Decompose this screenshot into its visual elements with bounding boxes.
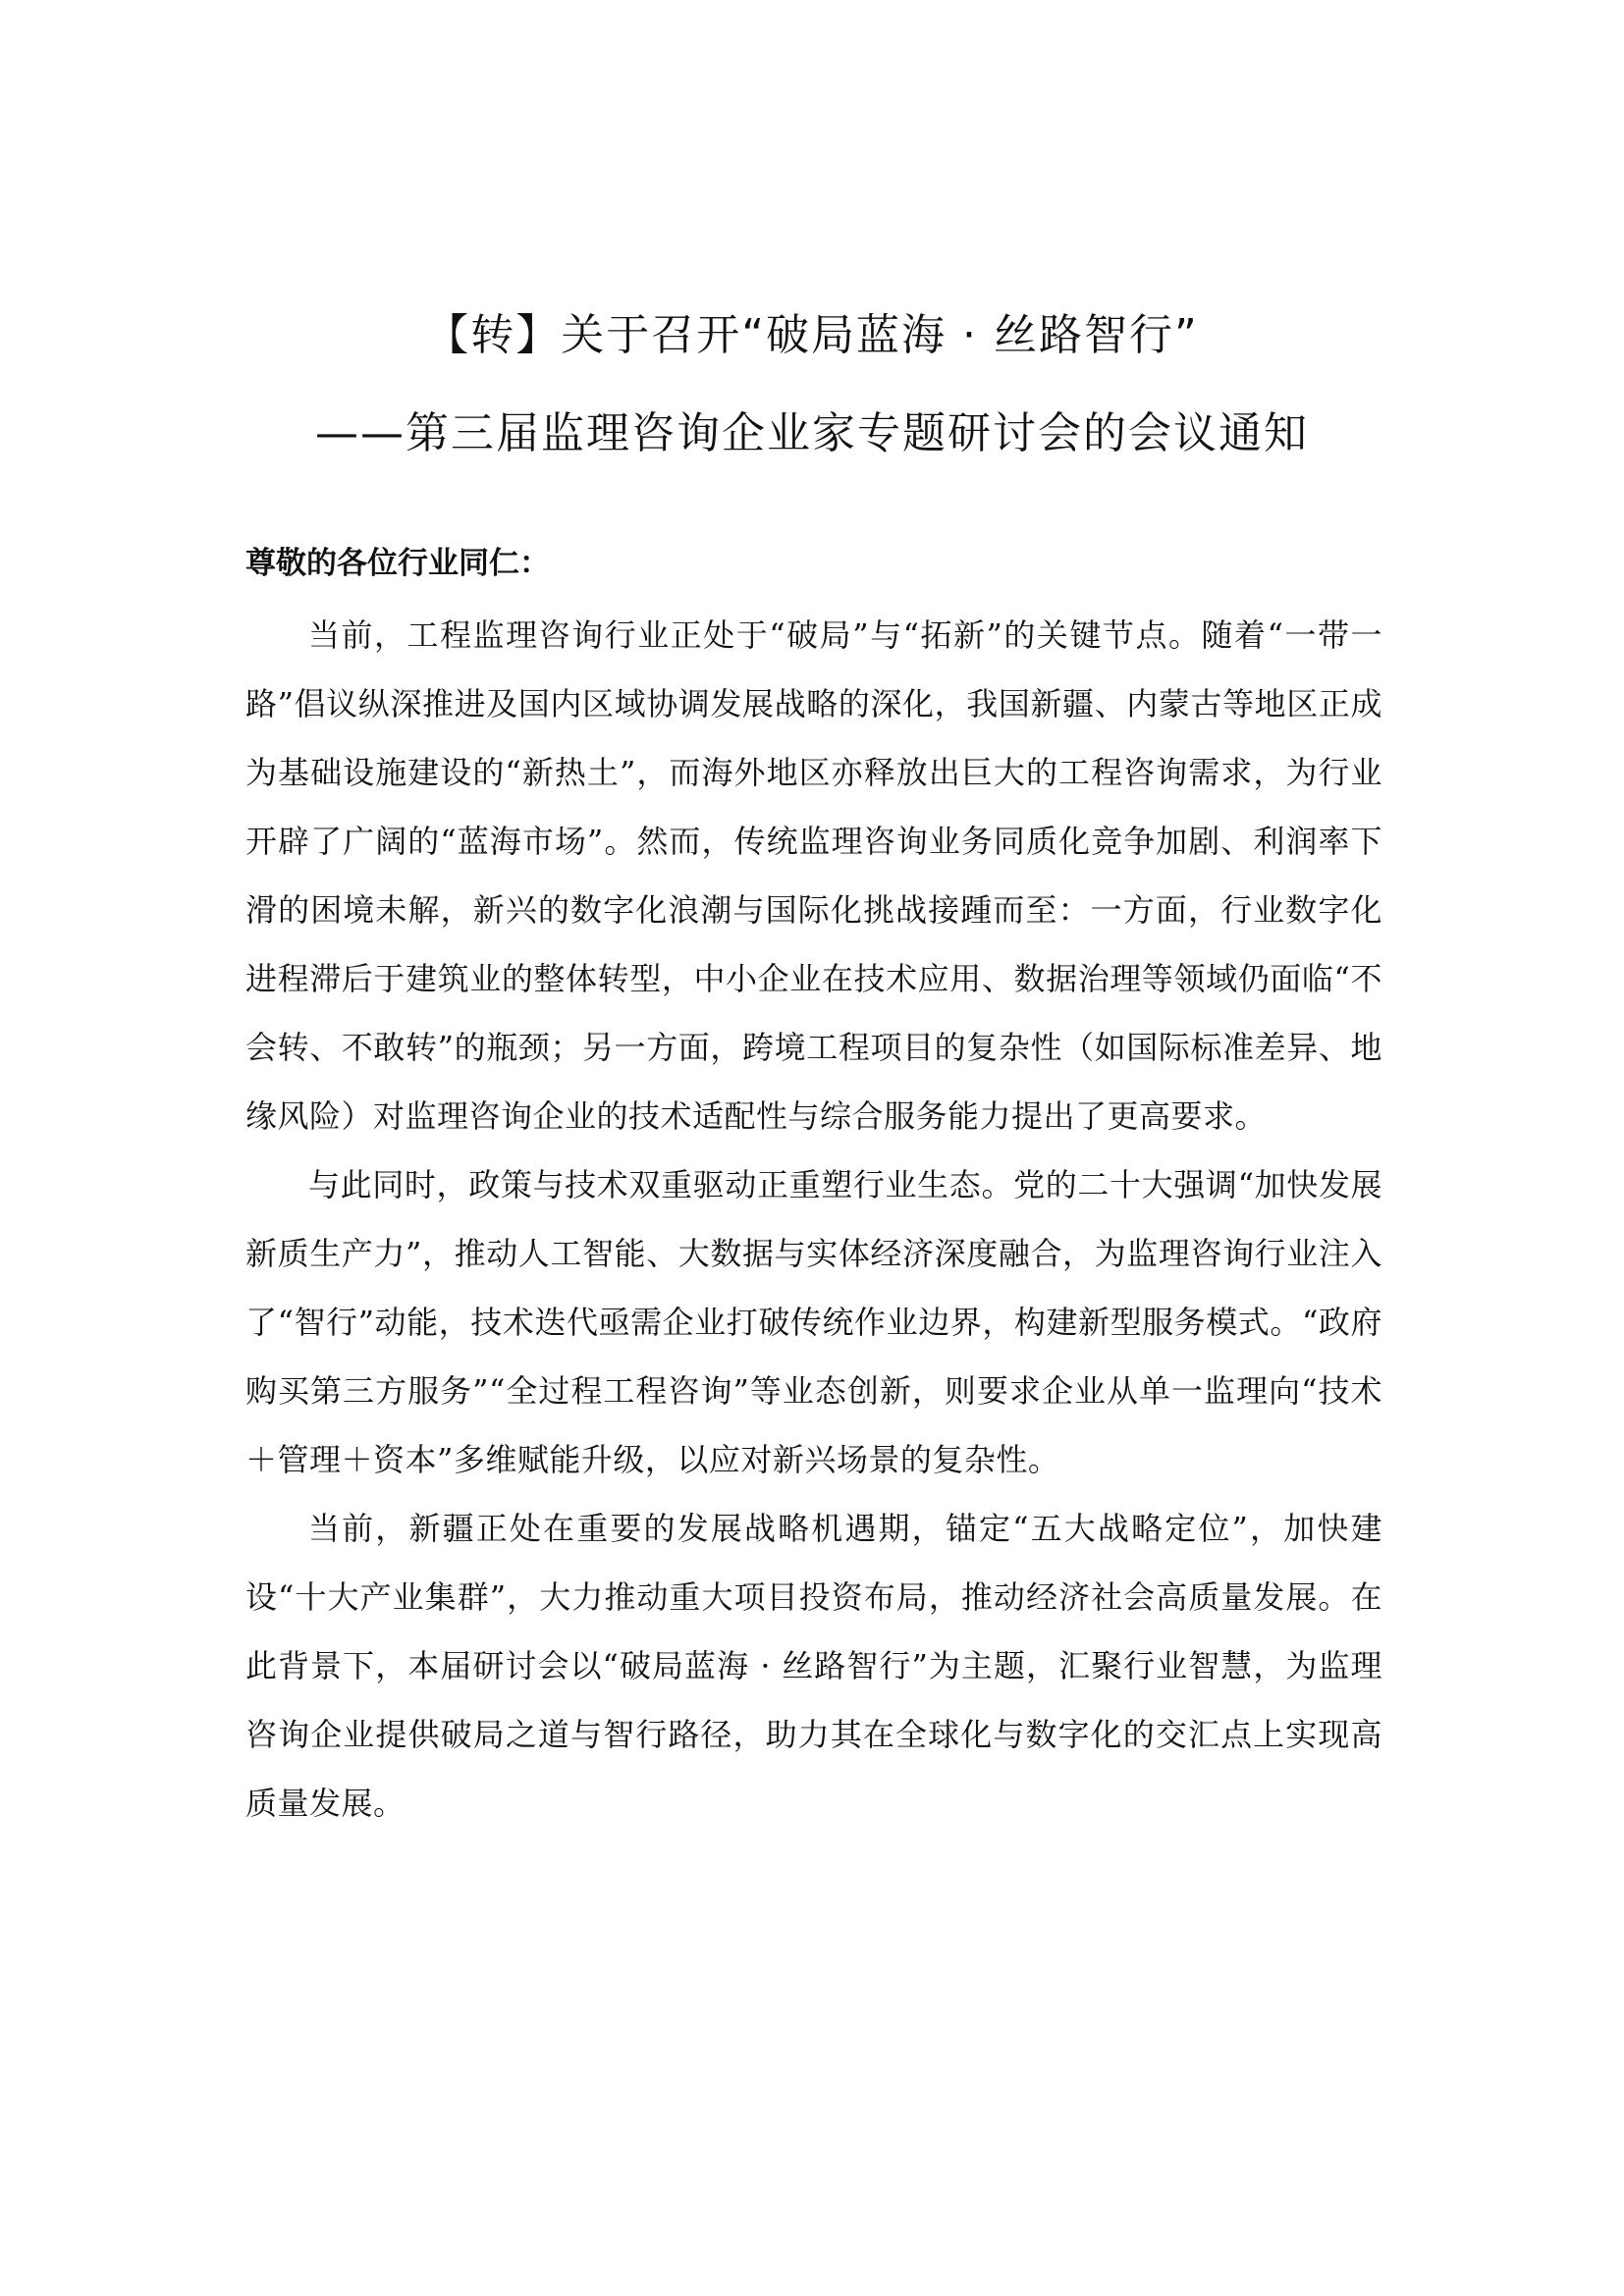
salutation: 尊敬的各位行业同仁： [245, 546, 550, 581]
paragraph-2: 与此同时，政策与技术双重驱动正重塑行业生态。党的二十大强调“加快发展新质生产力”，推动人工智能、大数据与实体经济深度融合，为监理咨询行业注入了“智行”动能，技术迭代亟需企业打破传统作业边界，构建新型服务模式。“政府购买第三方服务”“全过程工程咨询”等业态创新，则要求企业从单一监理向“技术＋管理＋资本”多维赋能升级，以应对新兴场景的复杂性。 [245, 1166, 1382, 1478]
title-line-1: 【转】关于召开“破局蓝海 · 丝路智行” [425, 310, 1199, 360]
title-line-2: ——第三届监理咨询企业家专题研讨会的会议通知 [315, 408, 1309, 458]
paragraph-1: 当前，工程监理咨询行业正处于“破局”与“拓新”的关键节点。随着“一带一路”倡议纵深推进及国内区域协调发展战略的深化，我国新疆、内蒙古等地区正成为基础设施建设的“新热土”，而海外地区亦释放出巨大的工程咨询需求，为行业开辟了广阔的“蓝海市场”。然而，传统监理咨询业务同质化竞争加剧、利润率下滑的困境未解，新兴的数字化浪潮与国际化挑战接踵而至：一方面，行业数字化进程滞后于建筑业的整体转型，中小企业在技术应用、数据治理等领域仍面临“不会转、不敢转”的瓶颈；另一方面，跨境工程项目的复杂性（如国际标准差异、地缘风险）对监理咨询企业的技术适配性与综合服务能力提出了更高要求。 [245, 616, 1382, 1135]
body-text [245, 601, 1382, 1838]
document-title [0, 287, 1624, 483]
paragraph-3: 当前，新疆正处在重要的发展战略机遇期，锚定“五大战略定位”，加快建设“十大产业集群”，大力推动重大项目投资布局，推动经济社会高质量发展。在此背景下，本届研讨会以“破局蓝海 · 丝路智行”为主题，汇聚行业智慧，为监理咨询企业提供破局之道与智行路径，助力其在全球化与数字化的交汇点上实现高质量发展。 [245, 1510, 1382, 1822]
